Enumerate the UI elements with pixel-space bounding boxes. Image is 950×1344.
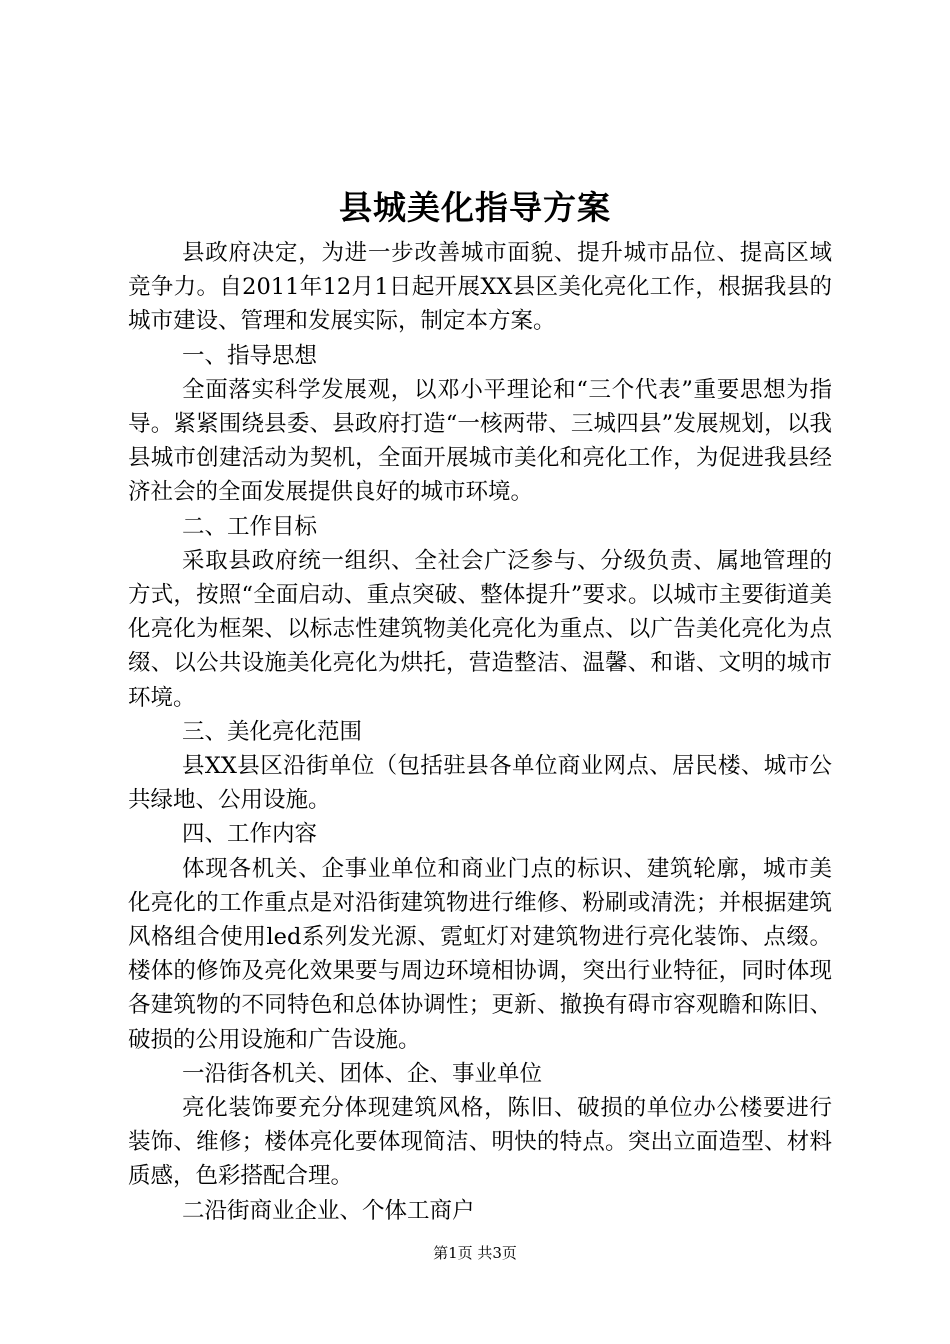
paragraph-work-goals: 采取县政府统一组织、全社会广泛参与、分级负责、属地管理的方式，按照“全面启动、重点突破、整体提升”要求。以城市主要街道美化亮化为框架、以标志性建筑物美化亮化为重点、以广告美化亮化为点缀、以公共设施美化亮化为烘托，营造整洁、温馨、和谐、文明的城市环境。 [128, 547, 832, 711]
subsection-heading-institutions: 一沿街各机关、团体、企、事业单位 [182, 1060, 543, 1087]
page-number-footer: 第1页 共3页 [433, 1244, 517, 1262]
section-heading-scope: 三、美化亮化范围 [182, 718, 363, 745]
document-body [128, 236, 832, 1228]
paragraph-institutions: 亮化装饰要充分体现建筑风格，陈旧、破损的单位办公楼要进行装饰、维修；楼体亮化要体现简洁、明快的特点。突出立面造型、材料质感，色彩搭配合理。 [128, 1095, 832, 1190]
section-heading-work-content: 四、工作内容 [182, 821, 318, 848]
paragraph-scope: 县XX县区沿街单位（包括驻县各单位商业网点、居民楼、城市公共绿地、公用设施。 [128, 753, 832, 814]
paragraph-work-content: 体现各机关、企事业单位和商业门点的标识、建筑轮廓，城市美化亮化的工作重点是对沿街建筑物进行维修、粉刷或清洗；并根据建筑风格组合使用led系列发光源、霓虹灯对建筑物进行亮化装饰、点缀。楼体的修饰及亮化效果要与周边环境相协调，突出行业特征，同时体现各建筑物的不同特色和总体协调性；更新、撤换有碍市容观瞻和陈旧、破损的公用设施和广告设施。 [128, 855, 832, 1053]
paragraph-guiding-ideology: 全面落实科学发展观，以邓小平理论和“三个代表”重要思想为指导。紧紧围绕县委、县政府打造“一核两带、三城四县”发展规划，以我县城市创建活动为契机，全面开展城市美化和亮化工作，为促进我县经济社会的全面发展提供良好的城市环境。 [128, 376, 832, 506]
subsection-heading-businesses: 二沿街商业企业、个体工商户 [182, 1197, 475, 1224]
section-heading-guiding-ideology: 一、指导思想 [182, 342, 318, 369]
paragraph-intro: 县政府决定，为进一步改善城市面貌、提升城市品位、提高区域竞争力。自2011年12月1日起开展XX县区美化亮化工作，根据我县的城市建设、管理和发展实际，制定本方案。 [128, 240, 832, 335]
document-title: 县城美化指导方案 [339, 188, 611, 227]
section-heading-work-goals: 二、工作目标 [182, 513, 318, 540]
